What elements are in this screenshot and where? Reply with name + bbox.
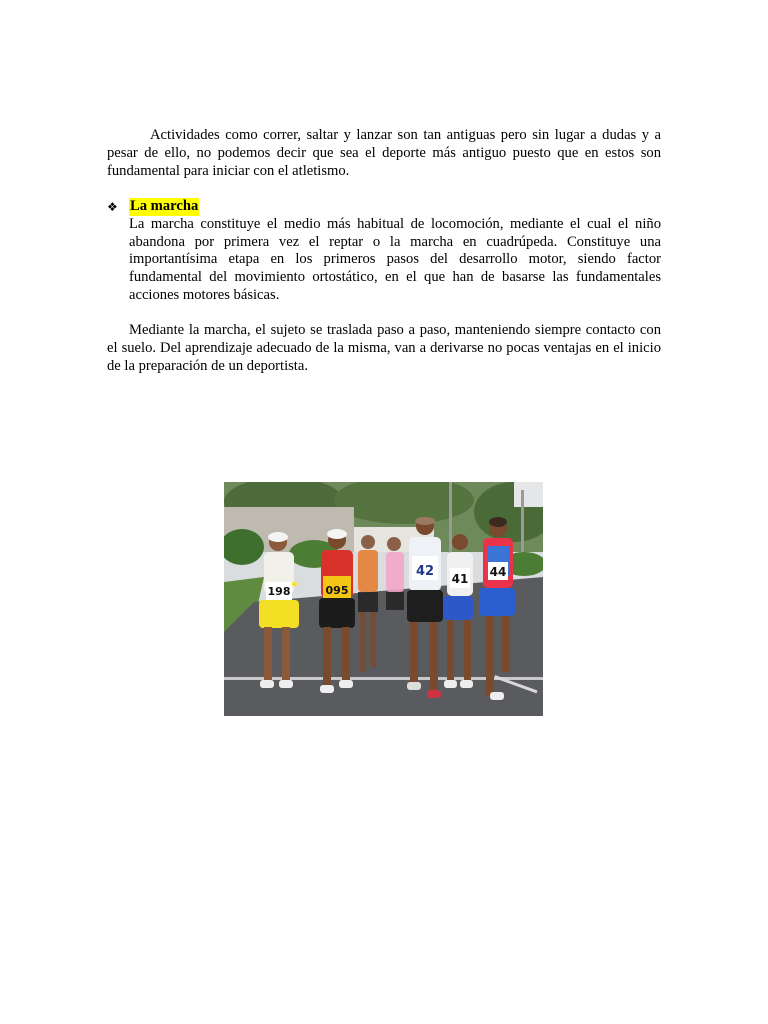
bib-198: 198 <box>267 585 291 598</box>
closing-paragraph: Mediante la marcha, el sujeto se traslada paso a paso, manteniendo siempre contacto con el suelo. Del aprendizaje adecuado de la misma, van a derivarse no pocas ventajas en el inicio de la preparación de un deportista. <box>107 322 661 374</box>
bib-44: 44 <box>489 565 507 579</box>
race-walkers-photo <box>224 482 543 716</box>
section-body: La marcha constituye el medio más habitual de locomoción, mediante el cual el niño abandona por primera vez el reptar o la marcha en cuadrúpeda. Constituye una importantísima etapa en los primeros pasos del desarrollo motor, siendo factor fundamental del movimiento ortostático, en el que han de basarse las fundamentales acciones motores básicas. <box>129 215 661 303</box>
diamond-bullet-icon: ❖ <box>107 200 118 214</box>
bib-41: 41 <box>451 572 469 586</box>
section-heading: La marcha <box>130 198 199 214</box>
bib-095: 095 <box>325 584 349 597</box>
intro-paragraph: Actividades como correr, saltar y lanzar son tan antiguas pero sin lugar a dudas y a pesar de ello, no podemos decir que sea el deporte más antiguo puesto que en estos son fundamental para iniciar con el atletismo. <box>107 127 661 179</box>
bib-42: 42 <box>415 564 435 579</box>
